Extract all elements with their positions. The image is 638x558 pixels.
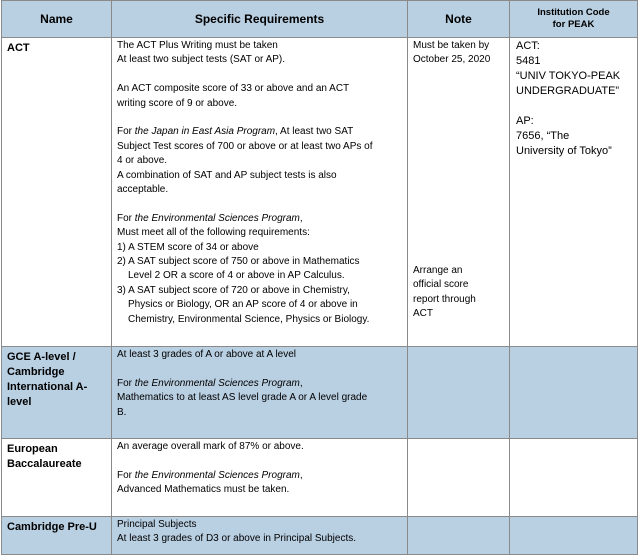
code-text: AP: xyxy=(516,115,534,127)
note-text: October 25, 2020 xyxy=(413,54,491,66)
row-note xyxy=(408,347,510,439)
row-requirements xyxy=(112,347,408,439)
req-text: For the Environmental Sciences Program, xyxy=(117,212,303,224)
req-text: Subject Test scores of 700 or above or at least two APs of xyxy=(117,140,373,152)
note-text: ACT xyxy=(413,308,433,320)
note-text: Arrange an xyxy=(413,264,463,276)
req-text: writing score of 9 or above. xyxy=(117,97,238,109)
code-text: “UNIV TOKYO-PEAK xyxy=(516,70,621,82)
row-institution-code xyxy=(510,517,638,555)
row-requirements xyxy=(112,439,408,517)
program-name: the Japan in East Asia Program xyxy=(134,126,276,138)
req-text: 1) A STEM score of 34 or above xyxy=(117,241,259,253)
table-row-european-baccalaureate xyxy=(2,439,638,517)
req-text: A combination of SAT and AP subject tests is also xyxy=(117,169,337,181)
code-text: UNDERGRADUATE” xyxy=(516,85,620,97)
row-note xyxy=(408,38,510,347)
req-text: Physics or Biology, OR an AP score of 4 or above in xyxy=(128,299,358,311)
table-row-cambridge-pre-u xyxy=(2,517,638,555)
row-note xyxy=(408,517,510,555)
code-text: 7656, “The xyxy=(516,130,570,142)
program-name: the Environmental Sciences Program xyxy=(134,377,300,389)
code-text: 5481 xyxy=(516,55,541,67)
row-institution-code xyxy=(510,38,638,347)
req-text: B. xyxy=(117,406,127,418)
note-text: report through xyxy=(413,293,476,305)
row-requirements xyxy=(112,517,408,555)
row-requirements xyxy=(112,38,408,347)
code-text: ACT: xyxy=(516,40,540,52)
row-name: Cambridge Pre-U xyxy=(2,517,112,555)
req-text: The ACT Plus Writing must be taken xyxy=(117,40,278,51)
header-requirements: Specific Requirements xyxy=(112,1,408,38)
note-text: Must be taken by xyxy=(413,40,490,51)
req-text: An ACT composite score of 33 or above and an ACT xyxy=(117,83,350,95)
row-institution-code xyxy=(510,347,638,439)
req-text: 2) A SAT subject score of 750 or above in Mathematics xyxy=(117,256,360,268)
header-note: Note xyxy=(408,1,510,38)
req-text: An average overall mark of 87% or above. xyxy=(117,441,304,452)
row-note xyxy=(408,439,510,517)
row-name: European Baccalaureate xyxy=(2,439,112,517)
req-text: For the Environmental Sciences Program, xyxy=(117,377,303,389)
header-institution-code-text: Institution Code for PEAK xyxy=(537,7,610,30)
req-text: For the Japan in East Asia Program, At least two SAT xyxy=(117,126,354,138)
req-text: Principal Subjects xyxy=(117,519,197,530)
req-text: acceptable. xyxy=(117,184,169,196)
req-text: At least two subject tests (SAT or AP). xyxy=(117,54,286,66)
req-text: Advanced Mathematics must be taken. xyxy=(117,484,290,496)
req-text: Chemistry, Environmental Science, Physics or Biology. xyxy=(128,313,370,325)
note-text: official score xyxy=(413,279,469,291)
table-row-gce xyxy=(2,347,638,439)
header-row xyxy=(2,1,638,38)
req-text: At least 3 grades of D3 or above in Principal Subjects. xyxy=(117,533,357,545)
header-institution-code xyxy=(510,1,638,38)
row-institution-code xyxy=(510,439,638,517)
program-name: the Environmental Sciences Program xyxy=(134,469,300,481)
req-text: Must meet all of the following requirements: xyxy=(117,227,310,239)
req-text: 4 or above. xyxy=(117,155,168,167)
requirements-table xyxy=(1,0,638,555)
header-name: Name xyxy=(2,1,112,38)
code-text: University of Tokyo” xyxy=(516,145,612,157)
req-text: Mathematics to at least AS level grade A or A level grade xyxy=(117,392,368,404)
row-name: GCE A-level / Cambridge International A-level xyxy=(2,347,112,439)
program-name: the Environmental Sciences Program xyxy=(134,212,300,224)
req-text: 3) A SAT subject score of 720 or above in Chemistry, xyxy=(117,284,350,296)
req-text: For the Environmental Sciences Program, xyxy=(117,469,303,481)
row-name: ACT xyxy=(2,38,112,347)
table-row-act xyxy=(2,38,638,347)
req-text: At least 3 grades of A or above at A level xyxy=(117,349,297,360)
req-text: Level 2 OR a score of 4 or above in AP Calculus. xyxy=(128,270,345,282)
